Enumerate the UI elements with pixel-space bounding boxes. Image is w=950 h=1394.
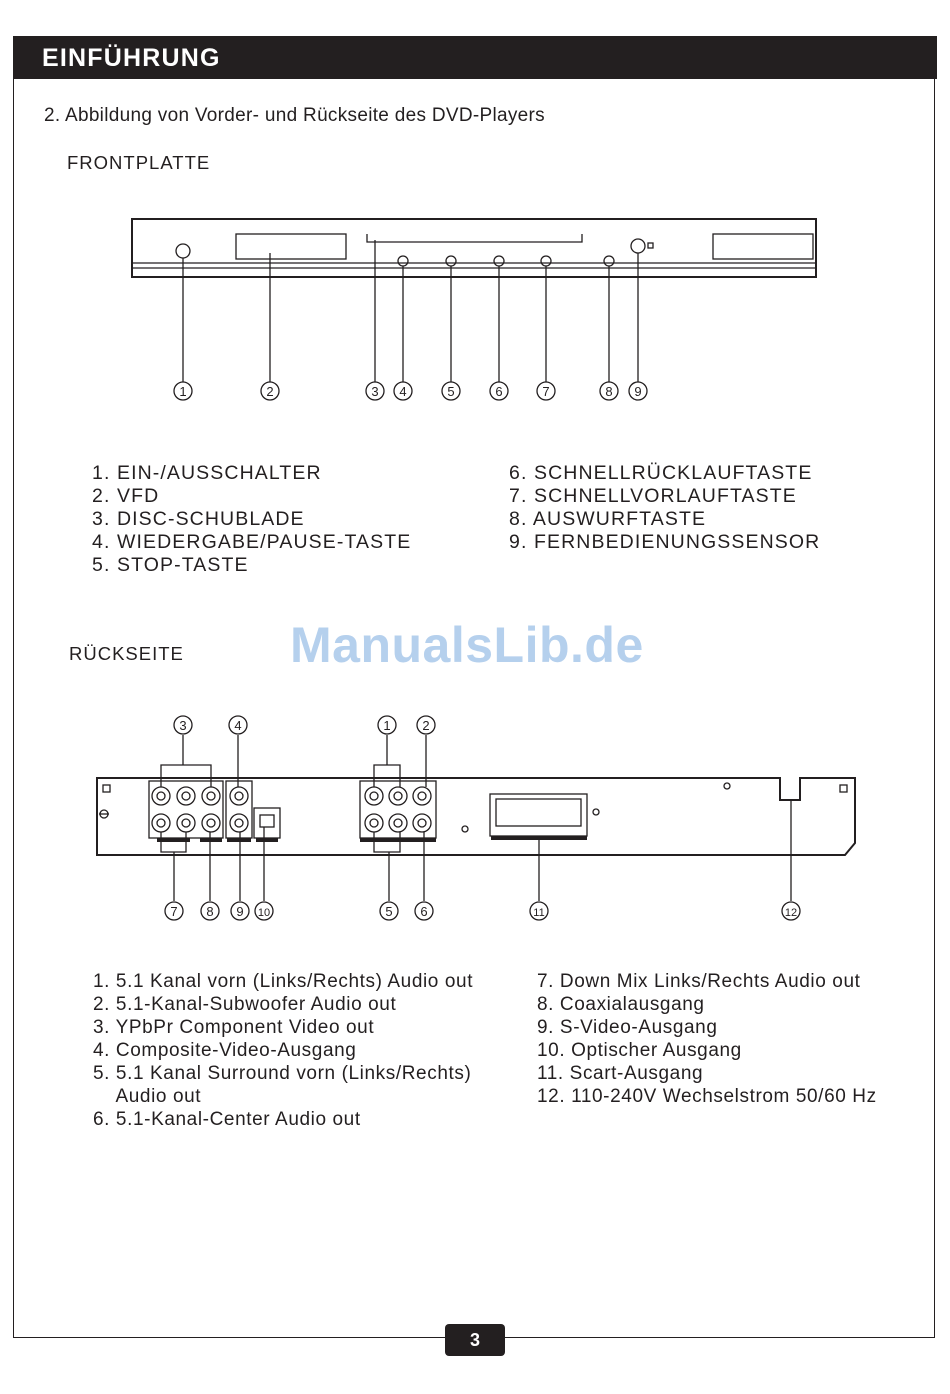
front-callout-3: 3 [371, 384, 379, 399]
rear-callout-11: 11 [533, 907, 545, 919]
front-callout-5: 5 [447, 384, 455, 399]
front-callout-9: 9 [634, 384, 642, 399]
list-item: 7. SCHNELLVORLAUFTASTE [509, 485, 797, 507]
rear-callout-3: 3 [179, 718, 187, 733]
rear-callout-8: 8 [206, 904, 214, 919]
list-item: 8. AUSWURFTASTE [509, 508, 707, 530]
rear-callout-4: 4 [234, 718, 242, 733]
list-item: 9. FERNBEDIENUNGSSENSOR [509, 531, 821, 553]
page-title: EINFÜHRUNG [42, 44, 221, 72]
list-item: 7. Down Mix Links/Rechts Audio out [537, 971, 861, 992]
list-item: 1. EIN-/AUSSCHALTER [92, 462, 322, 484]
rear-callout-10: 10 [257, 907, 271, 919]
rear-list-left [93, 970, 473, 1131]
list-item: 6. SCHNELLRÜCKLAUFTASTE [509, 462, 813, 484]
rear-callout-2: 2 [422, 718, 430, 733]
rear-callout-9: 9 [236, 904, 244, 919]
rear-callout-12: 12 [784, 907, 798, 919]
rear-panel-label: RÜCKSEITE [69, 643, 184, 664]
rear-list-right [537, 970, 877, 1108]
list-item: 3. YPbPr Component Video out [93, 1017, 375, 1038]
list-item: 4. Composite-Video-Ausgang [93, 1040, 357, 1061]
list-item: 2. VFD [92, 485, 160, 507]
front-callout-4: 4 [399, 384, 407, 399]
list-item: 8. Coaxialausgang [537, 994, 705, 1015]
front-callout-6: 6 [495, 384, 503, 399]
list-item: 5. 5.1 Kanal Surround vorn (Links/Rechts) [93, 1063, 472, 1084]
front-callout-1: 1 [179, 384, 187, 399]
list-item: 10. Optischer Ausgang [537, 1040, 742, 1061]
rear-callout-1: 1 [383, 718, 391, 733]
list-item: 12. 110-240V Wechselstrom 50/60 Hz [537, 1086, 877, 1107]
list-item: 9. S-Video-Ausgang [537, 1017, 718, 1038]
rear-callout-7: 7 [170, 904, 178, 919]
rear-callout-5: 5 [385, 904, 393, 919]
list-item: 3. DISC-SCHUBLADE [92, 508, 305, 530]
front-panel-label: FRONTPLATTE [67, 152, 211, 173]
front-callout-7: 7 [542, 384, 550, 399]
list-item: 11. Scart-Ausgang [537, 1063, 704, 1084]
list-item: 4. WIEDERGABE/PAUSE-TASTE [92, 531, 412, 553]
list-item: 1. 5.1 Kanal vorn (Links/Rechts) Audio out [93, 971, 474, 992]
front-callout-2: 2 [266, 384, 274, 399]
front-callout-8: 8 [605, 384, 613, 399]
page-number: 3 [469, 1330, 480, 1350]
list-item: 5. STOP-TASTE [92, 554, 249, 576]
list-item: 6. 5.1-Kanal-Center Audio out [93, 1109, 361, 1130]
section-subtitle: 2. Abbildung von Vorder- und Rückseite des DVD-Players [44, 105, 545, 126]
list-item: Audio out [93, 1086, 202, 1107]
watermark: ManualsLib.de [290, 617, 644, 673]
rear-callout-6: 6 [420, 904, 428, 919]
list-item: 2. 5.1-Kanal-Subwoofer Audio out [93, 994, 397, 1015]
